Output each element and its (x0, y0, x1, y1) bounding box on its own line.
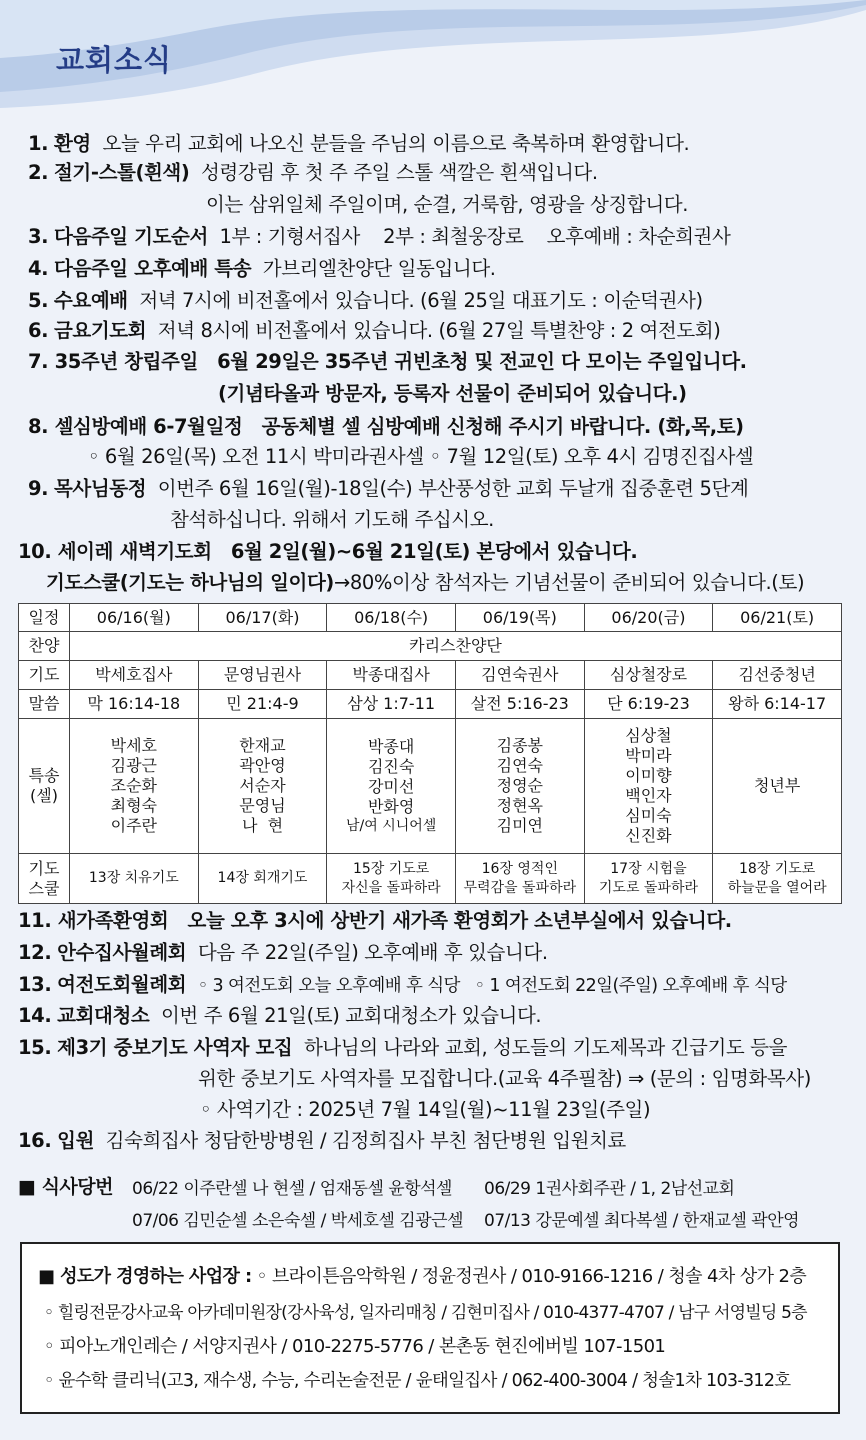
word-cell: 살전 5:16-23 (455, 690, 584, 719)
special-cell: 청년부 (713, 719, 842, 854)
special-cell: 한재교 곽안영 서순자 문영님 나 현 (198, 719, 327, 854)
word-cell: 민 21:4-9 (198, 690, 327, 719)
school-cell: 18장 기도로 하늘문을 열어라 (713, 854, 842, 904)
prayer-cell: 김선중청년 (713, 661, 842, 690)
prayer-cell: 문영님권사 (198, 661, 327, 690)
notice-2-line-2: 이는 삼위일체 주일이며, 순결, 거룩함, 영광을 상징합니다. (206, 193, 689, 216)
business-box (20, 1242, 840, 1414)
school-cell: 15장 기도로 자신을 돌파하라 (327, 854, 456, 904)
prayer-schedule-table (18, 603, 842, 904)
row-label: 찬양 (19, 632, 70, 661)
notice-8-line-2: ◦ 6월 26일(목) 오전 11시 박미라권사셀 ◦ 7월 12일(토) 오후 4시 김명진집사셀 (88, 445, 754, 468)
special-cell: 김종봉 김연숙 정영순 정현옥 김미연 (455, 719, 584, 854)
notice-10-line-2: 기도스쿨(기도는 하나님의 일이다)→80%이상 참석자는 기념선물이 준비되어 있습니다.(토) (46, 571, 805, 594)
prayer-cell: 박종대집사 (327, 661, 456, 690)
date-cell: 06/19(목) (455, 604, 584, 632)
meal-entry: 07/06 김민순셀 소은숙셀 / 박세호셀 김광근셀 (132, 1211, 463, 1231)
school-cell: 14장 회개기도 (198, 854, 327, 904)
table-row (19, 854, 842, 904)
business-line-4: ◦ 윤수학 클리닉(고3, 재수생, 수능, 수리논술전문 / 윤태일집사 / 062-400-3004 / 청솔1차 103-312호 (44, 1371, 791, 1391)
word-cell: 단 6:19-23 (584, 690, 713, 719)
meals-title: ■ 식사당번 (18, 1176, 113, 1198)
row-label: 일정 (19, 604, 70, 632)
notice-12: 12. 안수집사월례회 다음 주 22일(주일) 오후예배 후 있습니다. (18, 941, 548, 964)
notice-13: 13. 여전도회월례회 ◦ 3 여전도회 오늘 오후예배 후 식당 ◦ 1 여전도회 22일(주일) 오후예배 후 식당 (18, 973, 787, 996)
table-row (19, 661, 842, 690)
notice-16: 16. 입원 김숙희집사 청담한방병원 / 김정희집사 부친 첨단병원 입원치료 (18, 1129, 626, 1152)
notice-1: 1. 환영 오늘 우리 교회에 나오신 분들을 주님의 이름으로 축복하며 환영합니다. (28, 132, 690, 155)
meal-entry: 07/13 강문예셀 최다복셀 / 한재교셀 곽안영 (484, 1211, 800, 1231)
table-row (19, 690, 842, 719)
notice-7: 7. 35주년 창립주일 6월 29일은 35주년 귀빈초청 및 전교인 다 모이는 주일입니다. (28, 350, 747, 373)
notice-15: 15. 제3기 중보기도 사역자 모집 하나님의 나라와 교회, 성도들의 기도제목과 긴급기도 등을 (18, 1036, 788, 1059)
notice-15-line-2: 위한 중보기도 사역자를 모집합니다.(교육 4주필참) ⇒ (문의 : 임명화목사) (198, 1067, 811, 1090)
row-label: 특송 (셀) (19, 719, 70, 854)
special-cell: 심상철 박미라 이미향 백인자 심미숙 신진화 (584, 719, 713, 854)
date-cell: 06/18(수) (327, 604, 456, 632)
page-title: 교회소식 (56, 43, 173, 77)
notice-9-line-2: 참석하십니다. 위해서 기도해 주십시오. (170, 508, 494, 531)
notice-15-line-3: ◦ 사역기간 : 2025년 7월 14일(월)~11월 23일(주일) (200, 1098, 651, 1121)
school-cell: 16장 영적인 무력감을 돌파하라 (455, 854, 584, 904)
notice-4: 4. 다음주일 오후예배 특송 가브리엘찬양단 일동입니다. (28, 257, 496, 280)
notice-9: 9. 목사님동정 이번주 6월 16일(월)-18일(수) 부산풍성한 교회 두날개 집중훈련 5단계 (28, 477, 749, 500)
prayer-cell: 심상철장로 (584, 661, 713, 690)
prayer-cell: 박세호집사 (70, 661, 199, 690)
date-cell: 06/21(토) (713, 604, 842, 632)
date-cell: 06/17(화) (198, 604, 327, 632)
praise-cell: 카리스찬양단 (70, 632, 842, 661)
row-label: 기도 (19, 661, 70, 690)
table-row (19, 719, 842, 854)
word-cell: 막 16:14-18 (70, 690, 199, 719)
word-cell: 왕하 6:14-17 (713, 690, 842, 719)
notice-8: 8. 셀심방예배 6-7월일정 공동체별 셀 심방예배 신청해 주시기 바랍니다. (화,목,토) (28, 415, 744, 438)
special-cell: 박종대 김진숙 강미선 반화영 남/여 시니어셀 (327, 719, 456, 854)
prayer-cell: 김연숙권사 (455, 661, 584, 690)
date-cell: 06/20(금) (584, 604, 713, 632)
notice-7-line-2: (기념타올과 방문자, 등록자 선물이 준비되어 있습니다.) (218, 382, 687, 405)
business-line-3: ◦ 피아노개인레슨 / 서양지권사 / 010-2275-5776 / 본촌동 현진에버빌 107-1501 (44, 1336, 666, 1357)
business-line-1: ■ 성도가 경영하는 사업장 : ◦ 브라이튼음악학원 / 정윤정권사 / 010-9166-1216 / 청솔 4차 상가 2층 (38, 1266, 807, 1287)
notice-5: 5. 수요예배 저녁 7시에 비전홀에서 있습니다. (6월 25일 대표기도 : 이순덕권사) (28, 289, 703, 312)
row-label: 기도 스쿨 (19, 854, 70, 904)
meal-entry: 06/29 1권사회주관 / 1, 2남선교회 (484, 1179, 735, 1199)
meal-entry: 06/22 이주란셀 나 현셀 / 엄재동셀 윤항석셀 (132, 1179, 452, 1199)
notice-3: 3. 다음주일 기도순서 1부 : 기형서집사 2부 : 최철웅장로 오후예배 : 차순희권사 (28, 225, 731, 248)
row-label: 말씀 (19, 690, 70, 719)
date-cell: 06/16(월) (70, 604, 199, 632)
notice-14: 14. 교회대청소 이번 주 6월 21일(토) 교회대청소가 있습니다. (18, 1004, 542, 1027)
table-row (19, 632, 842, 661)
notice-6: 6. 금요기도회 저녁 8시에 비전홀에서 있습니다. (6월 27일 특별찬양 : 2 여전도회) (28, 319, 721, 342)
special-cell: 박세호 김광근 조순화 최형숙 이주란 (70, 719, 199, 854)
word-cell: 삼상 1:7-11 (327, 690, 456, 719)
school-cell: 13장 치유기도 (70, 854, 199, 904)
notice-2: 2. 절기-스톨(흰색) 성령강림 후 첫 주 주일 스톨 색깔은 흰색입니다. (28, 161, 598, 184)
business-line-2: ◦ 힐링전문강사교육 아카데미원장(강사육성, 일자리매칭 / 김현미집사 / 010-4377-4707 / 남구 서영빌딩 5층 (44, 1303, 807, 1323)
table-row (19, 604, 842, 632)
notice-10: 10. 세이레 새벽기도회 6월 2일(월)~6월 21일(토) 본당에서 있습니다. (18, 540, 638, 563)
notice-11: 11. 새가족환영회 오늘 오후 3시에 상반기 새가족 환영회가 소년부실에서 있습니다. (18, 909, 732, 932)
school-cell: 17장 시험을 기도로 돌파하라 (584, 854, 713, 904)
